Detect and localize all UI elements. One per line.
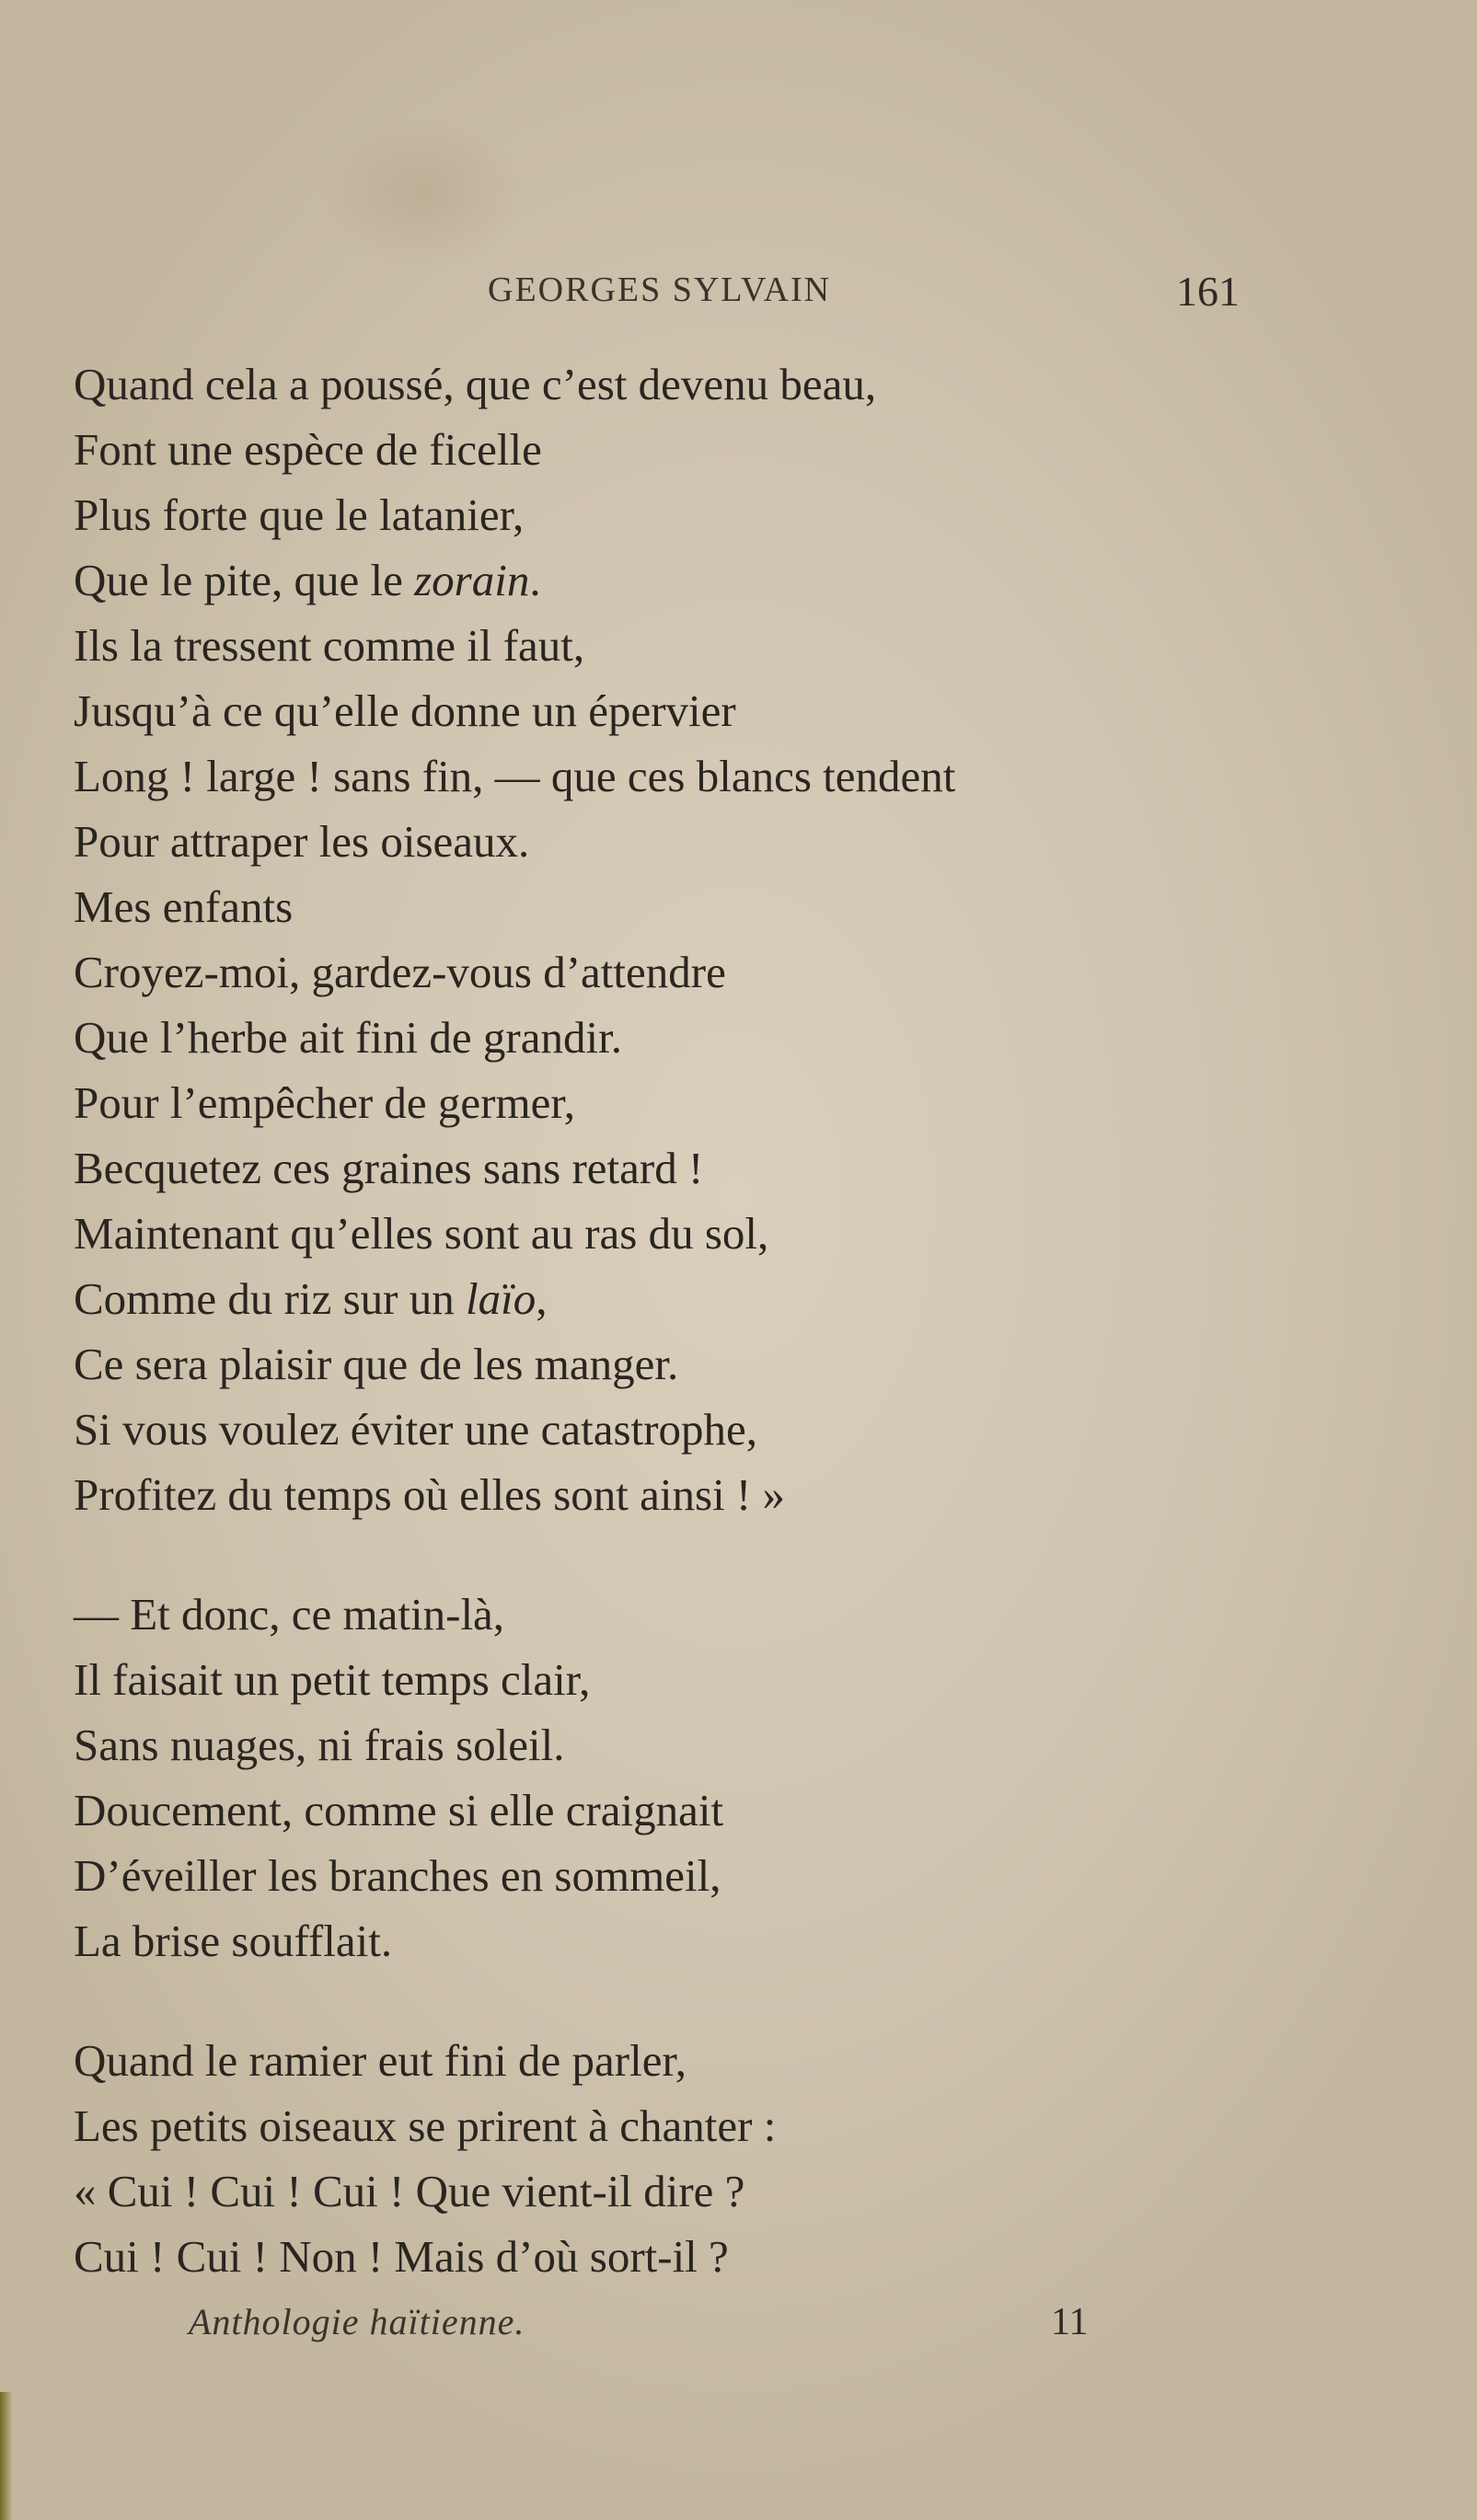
poem-body <box>74 351 1408 2289</box>
verse-line: Il faisait un petit temps clair, <box>74 1654 591 1705</box>
footer-signature-mark: 11 <box>1051 2301 1089 2343</box>
verse-line: Mes enfants <box>74 881 294 932</box>
verse-line: « Cui ! Cui ! Cui ! Que vient-il dire ? <box>74 2166 745 2216</box>
page-edge-shadow <box>0 2392 13 2520</box>
verse-line: Ce sera plaisir que de les manger. <box>74 1339 679 1389</box>
verse-line: Long ! large ! sans fin, — que ces blancs tendent <box>74 751 956 801</box>
verse-line: Doucement, comme si elle craignait <box>74 1785 724 1835</box>
verse-line: Croyez-moi, gardez-vous d’attendre <box>74 947 726 997</box>
verse-line: Plus forte que le latanier, <box>74 489 525 540</box>
verse-line: Cui ! Cui ! Non ! Mais d’où sort-il ? <box>74 2231 729 2282</box>
verse-line: La brise soufflait. <box>74 1916 393 1966</box>
verse-line: Ils la tressent comme il faut, <box>74 620 585 671</box>
verse-line: Si vous voulez éviter une catastrophe, <box>74 1404 757 1455</box>
verse-line: Profitez du temps où elles sont ainsi ! » <box>74 1469 785 1520</box>
stanza <box>74 2028 1408 2289</box>
verse-line: Pour attraper les oiseaux. <box>74 816 530 867</box>
verse-line: Sans nuages, ni frais soleil. <box>74 1720 565 1770</box>
footer-book-title: Anthologie haïtienne. <box>189 2301 525 2342</box>
verse-line: Font une espèce de ficelle <box>74 424 542 475</box>
running-header-author: GEORGES SYLVAIN <box>488 270 832 309</box>
verse-line: Quand cela a poussé, que c’est devenu beau, <box>74 359 877 409</box>
verse-line: D’éveiller les branches en sommeil, <box>74 1850 721 1901</box>
stanza <box>74 1582 1408 1973</box>
stanza-break <box>74 1973 1408 2028</box>
verse-line: Maintenant qu’elles sont au ras du sol, <box>74 1208 769 1259</box>
verse-line: — Et donc, ce matin-là, <box>74 1589 505 1640</box>
verse-line: Les petits oiseaux se prirent à chanter : <box>74 2100 777 2151</box>
verse-line: Quand le ramier eut fini de parler, <box>74 2035 687 2086</box>
verse-line: Comme du riz sur un laïo, <box>74 1273 548 1324</box>
verse-line: Pour l’empêcher de germer, <box>74 1077 575 1128</box>
verse-line: Becquetez ces graines sans retard ! <box>74 1143 704 1193</box>
verse-line: Que le pite, que le zorain. <box>74 555 541 605</box>
verse-line: Que l’herbe ait fini de grandir. <box>74 1012 622 1063</box>
stanza-break <box>74 1527 1408 1582</box>
page-number: 161 <box>1176 268 1240 315</box>
stanza <box>74 351 1408 1527</box>
verse-line: Jusqu’à ce qu’elle donne un épervier <box>74 685 736 736</box>
